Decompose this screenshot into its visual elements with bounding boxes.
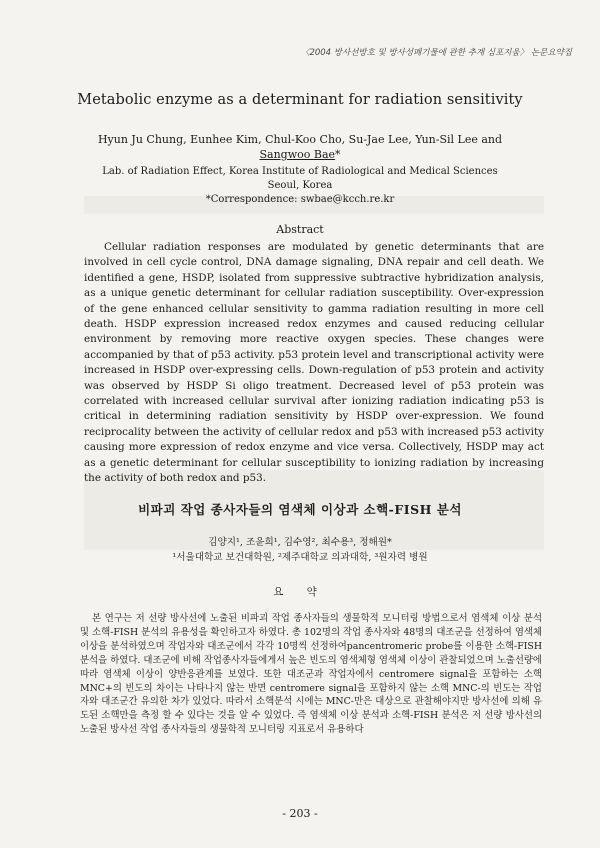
- korean-affiliation-line: ¹서울대학교 보건대학원, ²제주대학교 의과대학, ³원자력 병원: [172, 552, 428, 563]
- page-number: - 203 -: [282, 807, 318, 820]
- korean-author-block: [0, 535, 600, 565]
- paper-title: Metabolic enzyme as a determinant for radiation sensitivity: [77, 92, 523, 108]
- affiliation-line-1: Lab. of Radiation Effect, Korea Institute of Radiological and Medical Sciences: [102, 166, 498, 177]
- korean-abstract-heading: 요 약: [273, 586, 327, 598]
- affiliation: [40, 165, 560, 207]
- abstract-paragraph: Cellular radiation responses are modulated by genetic determinants that are involved in cell cycle control, DNA damage signaling, DNA repair and cell death. We identified a gene, HSDP, isolated from suppressive subtractive hybridization analysis, as a unique genetic determinant for cellular radiation susceptibility. Over-expression of the gene enhanced cellular sensitivity to gamma radiation resulting in more cell death. HSDP expression increased redox enzymes and caused reducing cellular environment by removing more reactive oxygen species. These changes were accompanied by that of p53 activity. p53 protein level and transcriptional activity were increased in HSDP over-expressing cells. Down-regulation of p53 protein and activity was observed by HSDP Si oligo treatment. Decreased level of p53 protein was correlated with increased cellular survival after ionizing radiation indicating p53 is critical in determining radiation sensitivity by HSDP over-expression. We found reciprocality between the activity of cellular redox and p53 with increased p53 activity causing more expression of redox enzyme and vice versa. Collectively, HSDP may act as a genetic determinant for cellular susceptibility to ionizing radiation by increasing the activity of both redox and p53.: [84, 241, 544, 485]
- running-header: 〈2004 방사선방호 및 방사성폐기물에 관한 추계 심포지움〉 논문요약집: [300, 48, 572, 58]
- author-line-2: [50, 147, 550, 162]
- korean-abstract-paragraph: 본 연구는 저 선량 방사선에 노출된 비파괴 작업 종사자들의 생물학적 모니터링 방법으로서 염색체 이상 분석 및 소핵-FISH 분석의 유용성을 확인하고자 하였다. 총 102명의 작업 종사자와 48명의 대조군을 선정하여 염색체 이상을 분석하였으며 작업자와 대조군에서 각각 10명씩 선정하여pancentromeric probe를 이용한 소핵-FISH 분석을 하였다. 대조군에 비해 작업종사자들에게서 높은 빈도의 염색체형 염색체 이상이 관찰되었으며 노출선량에 따라 염색체 이상이 양반응관계를 보였다. 또한 대조군과 작업자에서 centromere signal을 포함하는 소핵 MNC+의 빈도의 차이는 나타나지 않는 반면 centromere signal을 포함하지 않는 소핵 MNC-의 빈도는 작업자와 대조군간 유의한 차가 있었다. 따라서 소핵분석 시에는 MNC-만은 대상으로 관찰해야지만 방사선에 의해 유도된 소핵만을 측정 할 수 있다는 것을 알 수 있었다. 즉 염색체 이상 분석과 소핵-FISH 분석은 저 선량 방사선의 노출된 방사선 작업 종사자들의 생물학적 모니터링 지표로서 유용하다: [80, 613, 542, 736]
- author-line-1: Hyun Ju Chung, Eunhee Kim, Chul-Koo Cho, Su-Jae Lee, Yun-Sil Lee and: [97, 133, 503, 146]
- corresponding-author: Sangwoo Bae: [259, 148, 336, 161]
- corresponding-mark: *: [335, 148, 341, 161]
- korean-author-line: 김양지¹, 조윤희¹, 김수영², 최수용³, 정해원*: [208, 537, 392, 548]
- korean-abstract-body: [80, 612, 542, 737]
- correspondence-email: *Correspondence: swbae@kcch.re.kr: [205, 194, 395, 205]
- korean-paper-title: 비파괴 작업 종사자들의 염색체 이상과 소핵-FISH 분석: [138, 502, 462, 517]
- affiliation-line-2: Seoul, Korea: [267, 180, 333, 191]
- abstract-heading: Abstract: [276, 223, 324, 236]
- abstract-body: [84, 240, 544, 487]
- author-list: [50, 132, 550, 162]
